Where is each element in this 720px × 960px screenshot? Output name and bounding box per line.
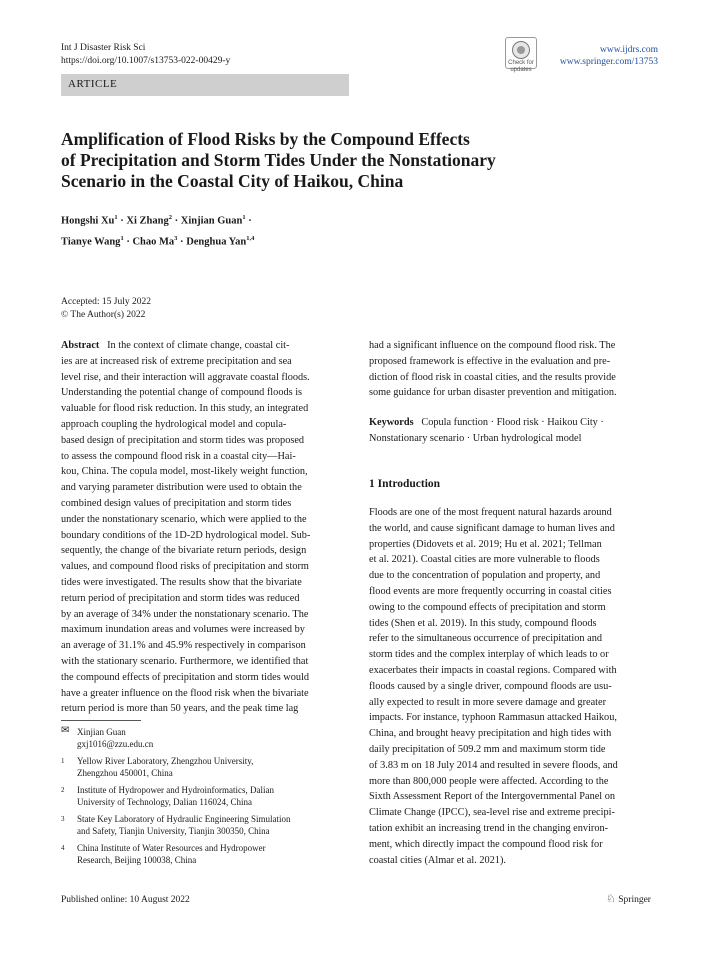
intro-line: flood events are more frequently occurring in coastal cities bbox=[369, 585, 612, 597]
abstract-line: In the context of climate change, coastal cit- bbox=[107, 340, 290, 351]
abstract-line: with the stationary scenario. Furthermore, we identified that bbox=[61, 655, 309, 667]
affiliation-line: Institute of Hydropower and Hydroinformatics, Dalian bbox=[77, 785, 274, 795]
publication-dates bbox=[61, 296, 151, 322]
affiliation-line: China Institute of Water Resources and Hydropower bbox=[77, 843, 266, 853]
abstract bbox=[61, 338, 350, 717]
intro-line: of 3.83 m on 18 July 2014 and resulted in severe floods, and bbox=[369, 759, 618, 771]
abstract-line: return period is more than 50 years, and the peak time lag bbox=[61, 703, 299, 715]
intro-line: daily precipitation of 509.2 mm and maximum storm tide bbox=[369, 743, 606, 755]
abstract-line: diction of flood risk in coastal cities, and the results provide bbox=[369, 371, 616, 383]
keywords-label: Keywords bbox=[369, 417, 414, 428]
introduction-text bbox=[369, 505, 658, 868]
title-line: Scenario in the Coastal City of Haikou, China bbox=[61, 171, 404, 191]
intro-line: due to the concentration of population and property, and bbox=[369, 570, 601, 582]
affiliation-number: 1 bbox=[61, 757, 65, 765]
author-list: Hongshi $Xu^1 \cdot Xi$ Zhang$^2$ · Xinjian Guan$^1$ · Tianye Wang$^1$ · Chao $Ma^3$ · Denghua Yan$^{1,4}$ bbox=[61, 214, 255, 247]
abstract-line: an average of 31.1% and 45.9% respectively in comparison bbox=[61, 640, 306, 652]
springer-logo bbox=[606, 893, 658, 907]
accepted-date: Accepted: 15 July 2022 bbox=[61, 297, 151, 307]
abstract-line: combined design values of precipitation and storm tides bbox=[61, 497, 292, 509]
abstract-line: maximum inundation areas and volumes were increased by bbox=[61, 624, 305, 636]
keywords-line: Nonstationary scenario · Urban hydrological model bbox=[369, 432, 582, 444]
abstract-line: valuable for flood risk reduction. In this study, an integrated bbox=[61, 403, 309, 415]
paper-title bbox=[61, 129, 661, 192]
abstract-line: under the nonstationary scenario, which were applied to the bbox=[61, 513, 307, 525]
envelope-icon: ✉ bbox=[61, 725, 70, 736]
intro-line: Climate Change (IPCC), sea-level rise and extreme precipi- bbox=[369, 807, 615, 819]
intro-line: China, and brought heavy precipitation and high tides with bbox=[369, 728, 612, 740]
article-type-label: ARTICLE bbox=[68, 78, 118, 90]
footnote-rule bbox=[61, 720, 141, 721]
intro-line: impacts. For instance, typhoon Rammasun attacked Haikou, bbox=[369, 712, 617, 724]
author-affiliation: 1 bbox=[114, 214, 118, 221]
intro-line: the world, and cause significant damage to human lives and bbox=[369, 522, 615, 534]
abstract-line: to assess the compound flood risk in a coastal city—Hai- bbox=[61, 450, 296, 462]
abstract-line: return period of precipitation and storm tides was reduced bbox=[61, 592, 300, 604]
abstract-line: by an average of 34% under the nonstationary scenario. The bbox=[61, 608, 309, 620]
published-online-date: Published online: 10 August 2022 bbox=[61, 895, 190, 905]
affiliation-line: State Key Laboratory of Hydraulic Engineering Simulation bbox=[77, 814, 291, 824]
abstract-line: sequently, the change of the bivariate return periods, design bbox=[61, 545, 307, 557]
abstract-line: had a significant influence on the compound flood risk. The bbox=[369, 340, 616, 351]
author-name[interactable]: Chao Ma bbox=[132, 236, 175, 247]
affiliation-number: 3 bbox=[61, 815, 65, 823]
abstract-line: Understanding the potential change of compound floods is bbox=[61, 387, 303, 399]
intro-line: properties (Didovets et al. 2019; Hu et al. 2021; Tellman bbox=[369, 538, 602, 550]
affiliation-line: University of Technology, Dalian 116024, China bbox=[77, 797, 253, 807]
author-name[interactable]: Xinjian Guan bbox=[180, 215, 243, 227]
publisher-name: Springer bbox=[618, 895, 651, 905]
intro-line: floods caused by a single driver, compound floods are usu- bbox=[369, 680, 612, 692]
badge-line1: Check for bbox=[508, 60, 534, 66]
abstract-line: boundary conditions of the 1D-2D hydrological model. Sub- bbox=[61, 529, 311, 541]
intro-line: Sixth Assessment Report of the Intergovernmental Panel on bbox=[369, 791, 616, 803]
springer-horse-icon: ♘ bbox=[606, 893, 616, 905]
intro-line: ment, which directly impact the compound flood risk for bbox=[369, 838, 603, 850]
author-affiliation: 2 bbox=[168, 214, 172, 221]
author-affiliation: 1 bbox=[242, 214, 246, 221]
corresponding-email[interactable]: gxj1016@zzu.edu.cn bbox=[77, 739, 154, 749]
abstract-line: kou, China. The copula model, most-likely weight function, bbox=[61, 466, 308, 478]
intro-line: tides (Shen et al. 2019). In this study, compound floods bbox=[369, 617, 597, 629]
intro-line: et al. 2021). Coastal cities are more vulnerable to floods bbox=[369, 554, 600, 566]
abstract-line: ies are at increased risk of extreme precipitation and sea bbox=[61, 355, 292, 367]
author-name[interactable]: Xi Zhang bbox=[126, 215, 169, 227]
author-affiliation: 1 bbox=[120, 234, 124, 242]
abstract-line: and varying parameter distribution were used to obtain the bbox=[61, 482, 302, 494]
abstract-line: based design of precipitation and storm tides was proposed bbox=[61, 434, 305, 446]
abstract-line: tides were investigated. The results show that the bivariate bbox=[61, 576, 302, 588]
author-name[interactable]: Denghua Yan bbox=[186, 236, 247, 247]
affiliation-line: and Safety, Tianjin University, Tianjin 300350, China bbox=[77, 826, 270, 836]
badge-line2: updates bbox=[510, 66, 532, 73]
author-name[interactable]: Hongshi Xu bbox=[61, 215, 115, 227]
corresponding-author bbox=[61, 726, 351, 750]
affiliation-item bbox=[61, 813, 351, 837]
affiliation-number: 2 bbox=[61, 786, 65, 794]
abstract-line: proposed framework is effective in the evaluation and pre- bbox=[369, 355, 611, 367]
abstract-line: level rise, and their interaction will aggravate coastal floods. bbox=[61, 371, 310, 383]
intro-line: more than 800,000 people were affected. According to the bbox=[369, 775, 609, 787]
author-name[interactable]: Tianye Wang bbox=[61, 236, 121, 247]
abstract-line: approach coupling the hydrological model and copula- bbox=[61, 418, 287, 430]
corresponding-name: Xinjian Guan bbox=[77, 727, 126, 737]
keywords bbox=[369, 415, 658, 447]
author-affiliation: 1,4 bbox=[246, 234, 255, 242]
affiliation-item bbox=[61, 755, 351, 779]
intro-line: tation exhibit an increasing trend in the changing environ- bbox=[369, 822, 609, 834]
affiliation-number: 4 bbox=[61, 844, 65, 852]
abstract-continued bbox=[369, 338, 658, 401]
intro-line: Floods are one of the most frequent natural hazards around bbox=[369, 507, 612, 518]
abstract-line: have a greater influence on the flood risk when the bivariate bbox=[61, 687, 309, 699]
affiliation-line: Zhengzhou 450001, China bbox=[77, 768, 173, 778]
author-affiliation: 3 bbox=[174, 234, 178, 242]
journal-site-link[interactable]: www.ijdrs.com bbox=[600, 45, 658, 55]
keywords-line: Copula function · Flood risk · Haikou City · bbox=[421, 417, 604, 428]
springer-site-link[interactable]: www.springer.com/13753 bbox=[559, 57, 658, 67]
affiliation-line: Research, Beijing 100038, China bbox=[77, 855, 197, 865]
abstract-line: some guidance for urban disaster prevention and mitigation. bbox=[369, 387, 617, 399]
section-heading-introduction: 1 Introduction bbox=[369, 478, 441, 490]
intro-line: refer to the simultaneous occurrence of precipitation and bbox=[369, 633, 603, 645]
title-line: of Precipitation and Storm Tides Under the Nonstationary bbox=[61, 150, 496, 170]
abstract-line: values, and compound flood risks of precipitation and storm bbox=[61, 561, 309, 573]
affiliation-item bbox=[61, 842, 351, 866]
journal-name: Int J Disaster Risk Sci bbox=[61, 43, 146, 53]
article-type-band bbox=[61, 74, 349, 96]
affiliation-item bbox=[61, 784, 351, 808]
abstract-label: Abstract bbox=[61, 340, 100, 351]
intro-line: storm tides and the complex interplay of which leads to or bbox=[369, 649, 609, 661]
affiliation-line: Yellow River Laboratory, Zhengzhou University, bbox=[77, 756, 254, 766]
intro-line: coastal cities (Almar et al. 2021). bbox=[369, 854, 506, 866]
intro-line: ally expected to result in more severe damage and greater bbox=[369, 696, 607, 708]
intro-line: owing to the compound effects of precipitation and storm bbox=[369, 601, 606, 613]
copyright-notice: © The Author(s) 2022 bbox=[61, 310, 146, 320]
doi-link[interactable]: https://doi.org/10.1007/s13753-022-00429-y bbox=[61, 56, 231, 66]
title-line: Amplification of Flood Risks by the Compound Effects bbox=[61, 129, 470, 149]
abstract-line: the compound effects of precipitation and storm tides would bbox=[61, 671, 310, 683]
intro-line: exacerbates their impacts in coastal regions. Compared with bbox=[369, 664, 617, 676]
